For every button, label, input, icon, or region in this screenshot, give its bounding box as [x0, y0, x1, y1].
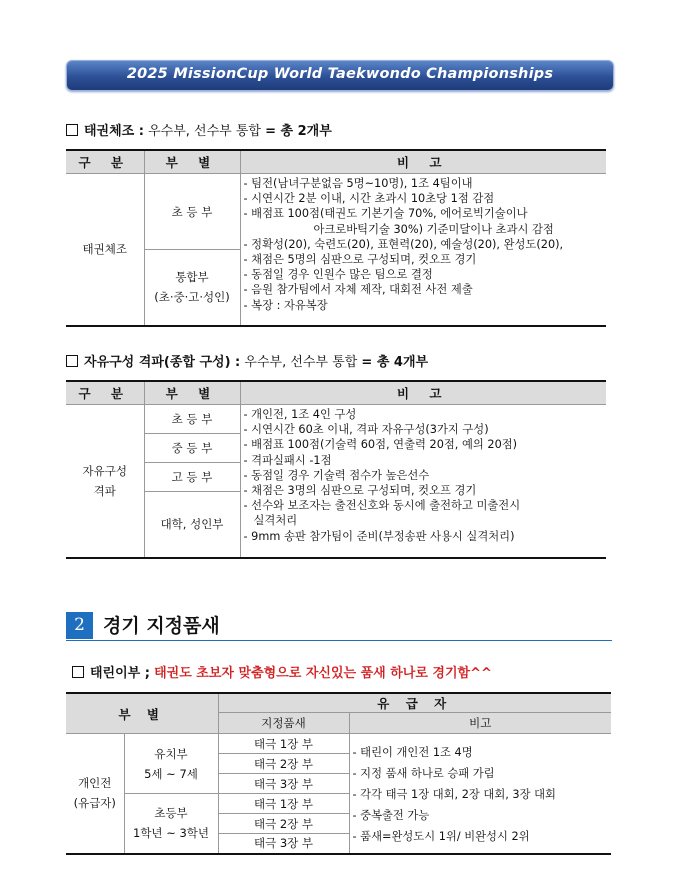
note-line: - 지정 품새 하나로 승패 가림 [352, 766, 495, 780]
section3-highlight: 태권도 초보자 맞춤형으로 자신있는 품새 하나로 경기함^^ [154, 666, 492, 681]
section1-desc: 우수부, 선수부 통합 [148, 124, 261, 139]
header-note: 비고 [349, 713, 611, 734]
section-title: 경기 지정품새 [103, 615, 220, 637]
section-taekwondo-aerobics-heading [66, 120, 332, 139]
checkbox-square-icon [72, 666, 84, 678]
section-free-breaking-heading [66, 351, 428, 370]
header-division: 부 별 [66, 693, 218, 734]
header-category: 구 분 [66, 381, 144, 405]
note-line: - 채점은 5명의 심판으로 구성되며, 컷오프 경기 [243, 253, 477, 267]
note-line: - 각각 태극 1장 대회, 2장 대회, 3장 대회 [352, 787, 556, 801]
note-line: - 선수와 보조자는 출전신호와 동시에 출전하고 미출전시 [243, 499, 521, 513]
section2-title: 자유구성 격파(종합 구성) : [84, 355, 241, 370]
poomsae-cell: 태극 1장 부 [218, 734, 349, 754]
note-line: - 개인전, 1조 4인 구성 [243, 408, 357, 421]
division-elementary: 초 등 부 [144, 405, 240, 434]
note-line: - 동점일 경우 기술력 점수가 높은선수 [243, 468, 430, 482]
section-number-badge: 2 [66, 612, 93, 639]
poomsae-cell: 태극 3장 부 [218, 774, 349, 794]
note-line: - 격파실패시 -1점 [243, 453, 332, 467]
group-kindergarten [124, 734, 218, 794]
note-line: - 음원 참가팀에서 자체 제작, 대회전 사전 제출 [243, 283, 473, 297]
poomsae-cell: 태극 2장 부 [218, 754, 349, 774]
group-elementary [124, 794, 218, 854]
free-breaking-table [66, 380, 606, 559]
header-notes: 비 고 [240, 381, 606, 405]
note-line: 아크로바틱기술 30%) 기준미달이나 초과시 감점 [313, 222, 554, 236]
note-line: - 동점일 경우 인원수 많은 팀으로 결정 [243, 268, 433, 282]
table-header-row [66, 150, 606, 174]
checkbox-square-icon [66, 355, 78, 367]
category-line: (유급자) [73, 796, 116, 811]
section1-total: = 총 2개부 [265, 124, 332, 139]
championship-banner [66, 60, 614, 91]
division-integrated-name: 통합부 [175, 270, 209, 285]
taekwondo-aerobics-table [66, 149, 606, 327]
note-line: - 팀전(남녀구분없음 5명~10명), 1조 4팀이내 [243, 177, 473, 190]
category-cell: 태권체조 [66, 174, 144, 326]
division-middle: 중 등 부 [144, 434, 240, 463]
division-integrated [144, 250, 240, 326]
division-high: 고 등 부 [144, 463, 240, 492]
notes-cell [240, 405, 606, 558]
notes-cell [349, 734, 611, 854]
group-age: 5세 ~ 7세 [144, 766, 198, 781]
header-notes: 비 고 [240, 150, 606, 174]
section-beginner-heading [72, 662, 492, 681]
division-integrated-sub: (초·중·고·성인) [154, 290, 230, 305]
group-name: 유치부 [154, 746, 188, 761]
category-line: 개인전 [78, 776, 112, 791]
group-name: 초등부 [154, 806, 188, 821]
division-university-adult: 대학, 성인부 [144, 492, 240, 558]
poomsae-cell: 태극 1장 부 [218, 794, 349, 814]
category-line: 자유구성 [82, 463, 127, 478]
banner-title: 2025 MissionCup World Taekwondo Championships [126, 66, 554, 82]
note-line: - 배점표 100점(태권도 기본기술 70%, 에어로빅기술이나 [243, 207, 528, 221]
header-group: 유 급 자 [218, 693, 611, 713]
note-line: - 태린이 개인전 1조 4명 [352, 745, 473, 759]
notes-cell [240, 174, 606, 326]
note-line: - 시연시간 2분 이내, 시간 초과시 10초당 1점 감점 [243, 192, 495, 206]
section1-title: 태권체조 : [84, 124, 144, 139]
category-cell [66, 734, 124, 854]
poomsae-cell: 태극 2장 부 [218, 814, 349, 834]
section-divider [66, 640, 612, 641]
note-line: - 복장 : 자유복장 [243, 298, 328, 312]
category-cell [66, 405, 144, 558]
note-line: - 배점표 100점(기술력 60점, 연출력 20점, 예의 20점) [243, 438, 518, 452]
note-line: - 시연시간 60초 이내, 격파 자유구성(3가지 구성) [243, 423, 489, 437]
category-line: 격파 [93, 483, 116, 498]
section2-desc: 우수부, 선수부 통합 [244, 355, 358, 370]
header-poomsae: 지정품새 [218, 713, 349, 734]
poomsae-table [66, 692, 611, 855]
checkbox-square-icon [66, 124, 78, 136]
header-division: 부 별 [144, 150, 240, 174]
poomsae-cell: 태극 3장 부 [218, 834, 349, 854]
section2-total: = 총 4개부 [361, 355, 429, 370]
header-category: 구 분 [66, 150, 144, 174]
note-line: - 품새=완성도시 1위/ 비완성시 2위 [352, 829, 530, 843]
table-header-row [66, 381, 606, 405]
note-line: - 정확성(20), 숙련도(20), 표현력(20), 예술성(20), 완성도(20), [243, 237, 564, 251]
division-elementary: 초 등 부 [144, 174, 240, 250]
note-line: - 9mm 송판 참가팀이 준비(부정송판 사용시 실격처리) [243, 529, 515, 543]
header-division: 부 별 [144, 381, 240, 405]
note-line: 실격처리 [253, 514, 298, 528]
note-line: - 중복출전 가능 [352, 808, 430, 822]
section3-title: 태린이부 ; [90, 666, 150, 681]
group-age: 1학년 ~ 3학년 [133, 826, 210, 841]
note-line: - 채점은 3명의 심판으로 구성되며, 컷오프 경기 [243, 484, 477, 498]
